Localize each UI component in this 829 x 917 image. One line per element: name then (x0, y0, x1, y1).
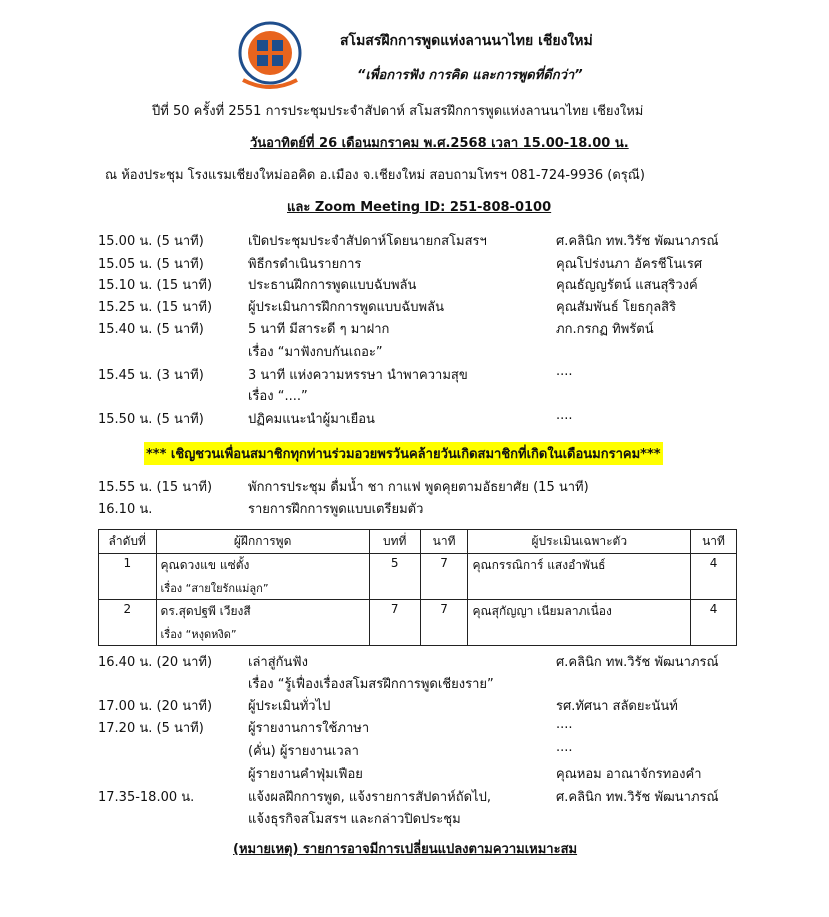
agenda-item: เรื่อง “รู้เฟื่องเรื่องสโมสรฝึกการพูดเชียงราย” (248, 677, 494, 692)
schedule-row (0, 408, 829, 428)
person: คุณหอม อาณาจักรทองคำ (556, 767, 702, 782)
time: 15.55 น. (15 นาที) (98, 480, 213, 495)
agenda-item: ผู้รายงานการใช้ภาษา (248, 721, 370, 736)
person: ศ.คลินิก ทพ.วิรัช พัฒนาภรณ์ (556, 655, 719, 670)
schedule-row (0, 498, 829, 518)
table-row (99, 554, 737, 600)
schedule-row (0, 253, 829, 273)
time: 15.50 น. (5 นาที) (98, 412, 204, 427)
person: ภก.กรกฏ ทิพรัตน์ (556, 322, 654, 337)
eval-minutes: 4 (691, 600, 737, 646)
person: .... (556, 408, 573, 423)
schedule-row (0, 786, 829, 806)
agenda-item: (คั่น) ผู้รายงานเวลา (248, 744, 359, 759)
speech-table (98, 529, 737, 646)
time: 15.00 น. (5 นาที) (98, 234, 204, 249)
column-header: บทที่ (369, 530, 420, 554)
meeting-date: วันอาทิตย์ที่ 26 เดือนมกราคม พ.ศ.2568 เวลา 15.00-18.00 น. (250, 136, 629, 151)
schedule-row (0, 717, 829, 737)
chapter: 5 (369, 554, 420, 600)
schedule-row (0, 763, 829, 783)
meeting-venue: ณ ห้องประชุม โรงแรมเชียงใหม่ออคิด อ.เมือง จ.เชียงใหม่ สอบถามโทรฯ 081-724-9936 (ดรุณี) (105, 168, 645, 183)
birthday-announcement: *** เชิญชวนเพื่อนสมาชิกทุกท่านร่วมอวยพรวันคล้ายวันเกิดสมาชิกที่เกิดในเดือนมกราคม*** (144, 442, 663, 465)
schedule-row (0, 296, 829, 316)
person: คุณสัมพันธ์ โยธกุลสิริ (556, 300, 677, 315)
agenda-item: ผู้ประเมินการฝึกการพูดแบบฉับพลัน (248, 300, 444, 315)
time: 17.20 น. (5 นาที) (98, 721, 204, 736)
schedule-row (0, 341, 829, 361)
time: 15.05 น. (5 นาที) (98, 257, 204, 272)
column-header: นาที (691, 530, 737, 554)
schedule-row (0, 673, 829, 693)
table-header-row (99, 530, 737, 554)
minutes: 7 (420, 600, 468, 646)
club-logo (233, 20, 307, 94)
eval-minutes: 4 (691, 554, 737, 600)
meeting-info: ปีที่ 50 ครั้งที่ 2551 การประชุมประจำสัปดาห์ สโมสรฝึกการพูดแห่งลานนาไทย เชียงใหม่ (152, 104, 644, 119)
schedule-row (0, 476, 829, 496)
chapter: 7 (369, 600, 420, 646)
evaluator: คุณสุกัญญา เนียมลาภเนื่อง (468, 600, 691, 646)
column-header: ผู้ฝึกการพูด (156, 530, 369, 554)
agenda-item: เล่าสู่กันฟัง (248, 655, 308, 670)
person: .... (556, 364, 573, 379)
agenda-item: พักการประชุม ดื่มน้ำ ชา กาแฟ พูดคุยตามอัธยาศัย (15 นาที) (248, 480, 589, 495)
time: 17.00 น. (20 นาที) (98, 699, 213, 714)
club-name: สโมสรฝึกการพูดแห่งลานนาไทย เชียงใหม่ (340, 33, 593, 49)
club-motto: “เพื่อการฟัง การคิด และการพูดที่ดีกว่า” (357, 68, 583, 83)
schedule-row (0, 274, 829, 294)
agenda-item: รายการฝึกการพูดแบบเตรียมตัว (248, 502, 424, 517)
schedule-row (0, 808, 829, 828)
person: .... (556, 740, 573, 755)
time: 15.10 น. (15 นาที) (98, 278, 213, 293)
agenda-item: เปิดประชุมประจำสัปดาห์โดยนายกสโมสรฯ (248, 234, 487, 249)
schedule-row (0, 651, 829, 671)
person: คุณโปร่งนภา อัครชีโนเรศ (556, 257, 703, 272)
agenda-item: เรื่อง “มาฟังกบกันเถอะ” (248, 345, 383, 360)
speaker-cell (156, 554, 369, 600)
evaluator: คุณกรรณิการ์ แสงอำพันธ์ (468, 554, 691, 600)
column-header: ลำดับที่ (99, 530, 157, 554)
time: 15.45 น. (3 นาที) (98, 368, 204, 383)
column-header: นาที (420, 530, 468, 554)
agenda-item: ประธานฝึกการพูดแบบฉับพลัน (248, 278, 417, 293)
row-number: 1 (99, 554, 157, 600)
time: 15.25 น. (15 นาที) (98, 300, 213, 315)
agenda-item: พิธีกรดำเนินรายการ (248, 257, 362, 272)
person: .... (556, 717, 573, 732)
time: 16.10 น. (98, 502, 153, 517)
agenda-item: ผู้รายงานคำฟุ่มเฟือย (248, 767, 363, 782)
speaker-name: คุณดวงแข แซ่ตั้ง (160, 558, 250, 572)
schedule-row (0, 230, 829, 250)
row-number: 2 (99, 600, 157, 646)
speech-topic: เรื่อง “สายใยรักแม่ลูก” (160, 582, 269, 595)
agenda-item: เรื่อง “....” (248, 389, 308, 404)
agenda-item: ปฏิคมแนะนำผู้มาเยือน (248, 412, 375, 427)
schedule-row (0, 385, 829, 405)
schedule-row (0, 695, 829, 715)
person: ศ.คลินิก ทพ.วิรัช พัฒนาภรณ์ (556, 790, 719, 805)
speech-topic: เรื่อง “หงุดหงิด” (160, 628, 237, 641)
speaker-name: ดร.สุดปฐพี เวียงสี (160, 604, 251, 618)
person: คุณธัญญรัตน์ แสนสุริวงค์ (556, 278, 698, 293)
time: 16.40 น. (20 นาที) (98, 655, 213, 670)
agenda-item: แจ้งธุรกิจสโมสรฯ และกล่าวปิดประชุม (248, 812, 461, 827)
schedule-row (0, 318, 829, 338)
table-row (99, 600, 737, 646)
minutes: 7 (420, 554, 468, 600)
column-header: ผู้ประเมินเฉพาะตัว (468, 530, 691, 554)
person: ศ.คลินิก ทพ.วิรัช พัฒนาภรณ์ (556, 234, 719, 249)
agenda-item: แจ้งผลฝึกการพูด, แจ้งรายการสัปดาห์ถัดไป, (248, 790, 491, 805)
agenda-item: 3 นาที แห่งความหรรษา นำพาความสุข (248, 368, 468, 383)
schedule-row (0, 740, 829, 760)
zoom-meeting-id: และ Zoom Meeting ID: 251-808-0100 (287, 200, 552, 215)
person: รศ.ทัศนา สลัดยะนันท์ (556, 699, 678, 714)
agenda-item: ผู้ประเมินทั่วไป (248, 699, 331, 714)
time: 17.35-18.00 น. (98, 790, 195, 805)
agenda-item: 5 นาที มีสาระดี ๆ มาฝาก (248, 322, 390, 337)
speaker-cell (156, 600, 369, 646)
schedule-row (0, 364, 829, 384)
footnote: (หมายเหตุ) รายการอาจมีการเปลี่ยนแปลงตามความเหมาะสม (233, 842, 578, 857)
time: 15.40 น. (5 นาที) (98, 322, 204, 337)
